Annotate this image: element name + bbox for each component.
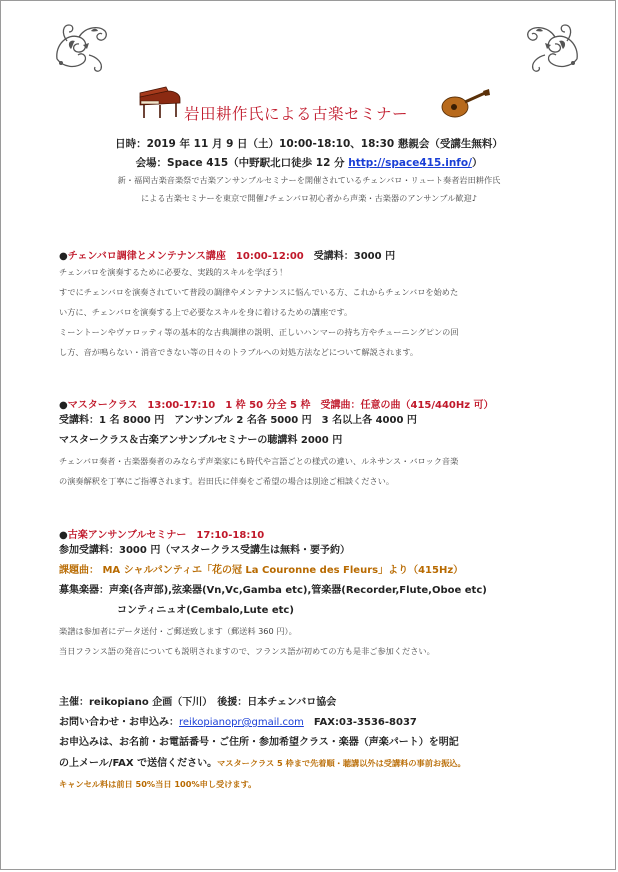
event-venue — [1, 155, 617, 170]
section-heading — [59, 526, 569, 541]
intro-line: による古楽セミナーを東京で開催♪チェンバロ初心者から声楽・古楽器のアンサンブル歓迎♪ — [140, 193, 478, 203]
fee-line: 参加受講料：3000 円（マスタークラス受講生は無料・要予約） — [59, 545, 351, 556]
fee-line: マスタークラス＆古楽アンサンブルセミナーの聴講料 2000 円 — [59, 435, 343, 446]
title-row — [1, 81, 617, 125]
organizer-line: 主催：reikopiano 企画（下川） 後援：日本チェンバロ協会 — [59, 697, 337, 708]
section-title: 古楽アンサンブルセミナー 17:10-18:10 — [67, 530, 265, 541]
instruments-line: 募集楽器：声楽(各声部),弦楽器(Vn,Vc,Gamba etc),管楽器(Recorder,Flute,Oboe etc) — [59, 585, 487, 596]
section-text: 楽譜は参加者にデータ送付・ご郵送致します（郵送料 360 円）。 — [59, 626, 297, 636]
section-heading — [59, 247, 569, 262]
section-masterclass — [59, 396, 569, 491]
section-text: すでにチェンバロを演奏されていて普段の調律やメンテナンスに悩んでいる方、これからチェンバロを始めた — [59, 287, 459, 297]
contact-line — [59, 713, 569, 733]
harpsichord-icon — [138, 83, 182, 121]
bullet: ● — [59, 251, 68, 262]
event-datetime: 日時：2019 年 11 月 9 日（土）10:00-18:10、18:30 懇親会（受講生無料） — [115, 138, 503, 150]
continuo-line: コンティニュオ(Cembalo,Lute etc) — [117, 605, 294, 616]
section-text: チェンバロを演奏するために必要な、実践的スキルを学ぼう！ — [59, 267, 288, 277]
apply-text: の上メール/FAX で送信ください。 — [59, 758, 218, 769]
piece-line: 課題曲： MA シャルパンティエ「花の冠 La Couronne des Fleurs」より（415Hz） — [59, 565, 464, 576]
intro-line: 新・福岡古楽音楽祭で古楽アンサンブルセミナーを開催されているチェンバロ・リュート奏者岩田耕作氏 — [117, 175, 501, 185]
section-title: チェンバロ調律とメンテナンス講座 10:00-12:00 — [67, 251, 304, 262]
section-text: い方に、チェンバロを演奏する上で必要なスキルを身に着けるための講座です。 — [59, 307, 353, 317]
bullet: ● — [59, 400, 68, 411]
section-heading — [59, 396, 569, 411]
ornament-scroll-icon — [523, 19, 585, 75]
apply-line: お申込みは、お名前・お電話番号・ご住所・参加希望クラス・楽器（声楽パート）を明記 — [59, 737, 459, 748]
section-ensemble-seminar — [59, 526, 569, 661]
section-text: の演奏解釈を丁寧にご指導されます。岩田氏に伴奏をご希望の場合は別途ご相談ください。 — [59, 476, 395, 486]
section-text: 当日フランス語の発音についても説明されますので、フランス語が初めての方も是非ご参加ください。 — [59, 646, 435, 656]
section-title: マスタークラス 13:00-17:10 1 枠 50 分全 5 枠 受講曲：任意の曲（415/440Hz 可） — [67, 400, 494, 411]
page-title: 岩田耕作氏による古楽セミナー — [184, 105, 409, 123]
venue-close: ） — [471, 157, 483, 169]
fax-number: FAX:03-3536-8037 — [303, 717, 417, 728]
venue-link[interactable]: http://space415.info/ — [348, 157, 472, 169]
section-fee: 受講料：3000 円 — [303, 251, 396, 262]
section-text: ミーントーンやヴァロッティ等の基本的な古典調律の説明、正しいハンマーの持ち方やチューニングピンの回 — [59, 327, 459, 337]
cancel-note: キャンセル料は前日 50%当日 100%申し受けます。 — [59, 779, 257, 789]
venue-label: 会場：Space 415（中野駅北口徒歩 12 分 — [135, 157, 345, 169]
email-link[interactable]: reikopianopr@gmail.com — [179, 717, 304, 728]
fee-line: 受講料：1 名 8000 円 アンサンブル 2 名各 5000 円 3 名以上各 4000 円 — [59, 415, 417, 426]
section-tuning-course — [59, 247, 569, 362]
ornament-scroll-icon — [49, 19, 111, 75]
note-text: マスタークラス 5 枠まで先着順・聴講以外は受講料の事前お振込。 — [217, 758, 466, 768]
footer-contact — [59, 693, 569, 794]
apply-line — [59, 753, 569, 774]
lute-icon — [441, 89, 491, 119]
section-text: し方、音が鳴らない・消音できない等の日々のトラブルへの対処方法などについて解説されます。 — [59, 347, 419, 357]
contact-label: お問い合わせ・お申込み： — [59, 717, 179, 728]
bullet: ● — [59, 530, 68, 541]
section-text: チェンバロ奏者・古楽器奏者のみならず声楽家にも時代や言語ごとの様式の違い、ルネサンス・バロック音楽 — [59, 456, 459, 466]
